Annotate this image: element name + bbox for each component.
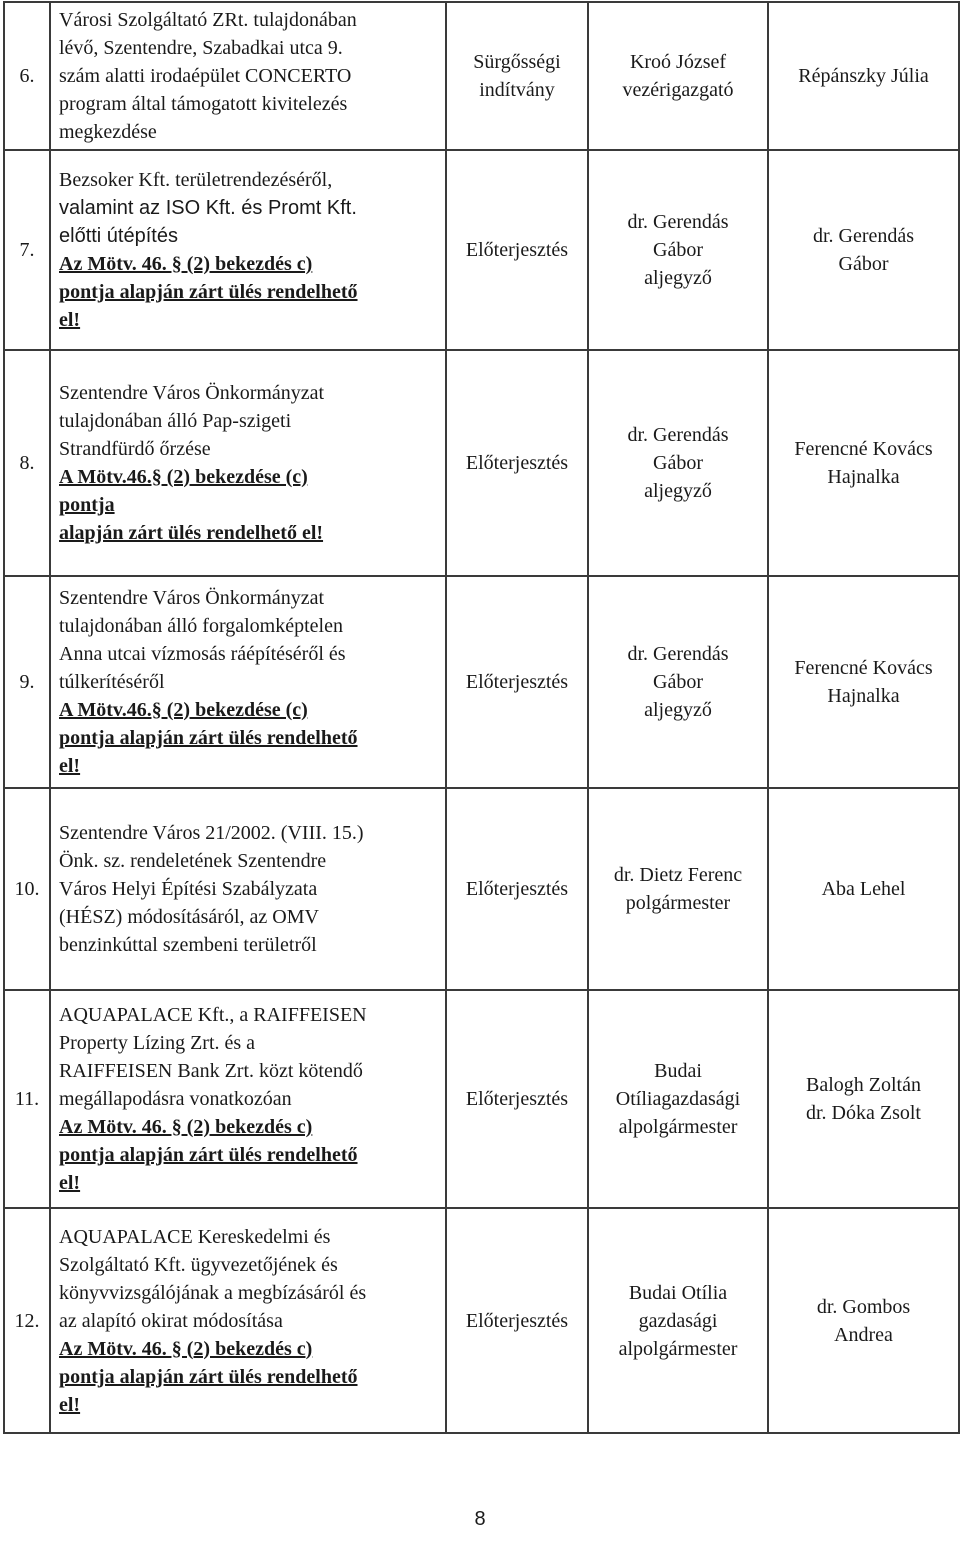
subject-line: program által támogatott kivitelezés (59, 93, 348, 115)
item-number: 7. (4, 150, 50, 350)
item-presenter (588, 150, 768, 350)
subject-line: lévő, Szentendre, Szabadkai utca 9. (59, 37, 343, 59)
agenda-row (4, 576, 959, 788)
item-number: 11. (4, 990, 50, 1208)
item-presenter (588, 576, 768, 788)
presenter-line: Gábor (653, 239, 703, 261)
presenter-line: Gábor (653, 671, 703, 693)
subject-line: Anna utcai vízmosás ráépítéséről és (59, 643, 346, 665)
item-responsible (768, 2, 959, 150)
closed-session-note: alapján zárt ülés rendelhető el! (59, 522, 324, 544)
subject-line: Property Lízing Zrt. és a (59, 1032, 256, 1054)
closed-session-note: pontja (59, 494, 115, 516)
agenda-row (4, 1208, 959, 1433)
item-number: 10. (4, 788, 50, 990)
responsible-line: dr. Gombos (816, 1295, 911, 1318)
responsible-line: Balogh Zoltán (806, 1074, 921, 1096)
closed-session-note: el! (59, 755, 81, 777)
subject-line: szám alatti irodaépület CONCERTO (59, 65, 352, 87)
item-type (446, 788, 588, 990)
presenter-line: dr. Gerendás (627, 424, 729, 446)
subject-line: az alapító okirat módosítása (59, 1309, 283, 1332)
type-line: Sürgősségi (473, 51, 561, 73)
item-presenter (588, 350, 768, 576)
type-line: Előterjesztés (465, 1309, 569, 1332)
agenda-row (4, 788, 959, 990)
responsible-line: Répánszky Júlia (798, 65, 929, 87)
item-presenter (588, 1208, 768, 1433)
type-line: Előterjesztés (465, 239, 569, 261)
presenter-line: Otíliagazdasági (615, 1088, 741, 1110)
item-type (446, 1208, 588, 1433)
closed-session-note: pontja alapján zárt ülés rendelhető (59, 727, 358, 749)
subject-line: előtti útépítés (59, 225, 178, 247)
item-responsible (768, 990, 959, 1208)
presenter-line: alpolgármester (618, 1116, 738, 1138)
closed-session-note: el! (59, 1393, 81, 1416)
subject-line: Önk. sz. rendeletének Szentendre (59, 850, 327, 872)
agenda-table (3, 1, 960, 1434)
type-line: indítvány (479, 79, 555, 101)
agenda-row (4, 150, 959, 350)
responsible-line: Ferencné Kovács (794, 438, 933, 460)
responsible-line: Hajnalka (827, 685, 900, 707)
closed-session-note: Az Mötv. 46. § (2) bekezdés c) (59, 253, 313, 275)
presenter-line: aljegyző (644, 480, 712, 502)
subject-line: Szentendre Város 21/2002. (VIII. 15.) (59, 822, 364, 844)
subject-line: RAIFFEISEN Bank Zrt. közt kötendő (59, 1060, 363, 1082)
item-type (446, 2, 588, 150)
subject-line: Szentendre Város Önkormányzat (59, 587, 325, 609)
page-number: 8 (474, 1508, 486, 1530)
item-subject (50, 150, 446, 350)
item-subject (50, 990, 446, 1208)
subject-line: Város Helyi Építési Szabályzata (59, 878, 318, 900)
subject-line: Szolgáltató Kft. ügyvezetőjének és (59, 1253, 338, 1276)
subject-line: Bezsoker Kft. területrendezéséről, (59, 169, 333, 191)
presenter-line: dr. Gerendás (627, 211, 729, 233)
subject-line: valamint az ISO Kft. és Promt Kft. (59, 197, 357, 219)
item-presenter (588, 2, 768, 150)
item-presenter (588, 788, 768, 990)
item-subject (50, 350, 446, 576)
presenter-line: Budai Otília (628, 1281, 728, 1304)
subject-line: megkezdése (59, 121, 157, 143)
item-subject (50, 1208, 446, 1433)
presenter-line: dr. Dietz Ferenc (613, 864, 743, 886)
item-responsible (768, 150, 959, 350)
item-number: 9. (4, 576, 50, 788)
agenda-row (4, 2, 959, 150)
responsible-line: Andrea (834, 1323, 893, 1346)
item-responsible (768, 576, 959, 788)
item-subject (50, 576, 446, 788)
closed-session-note: el! (59, 1172, 81, 1194)
presenter-line: dr. Gerendás (627, 643, 729, 665)
closed-session-note: Az Mötv. 46. § (2) bekezdés c) (59, 1337, 313, 1360)
responsible-line: Ferencné Kovács (794, 657, 933, 679)
closed-session-note: pontja alapján zárt ülés rendelhető (59, 1365, 358, 1388)
item-responsible (768, 788, 959, 990)
closed-session-note: el! (59, 309, 81, 331)
subject-line: tulajdonában álló forgalomképtelen (59, 615, 343, 637)
closed-session-note: A Mötv.46.§ (2) bekezdése (c) (59, 699, 308, 721)
subject-line: benzinkúttal szembeni területről (59, 934, 317, 956)
responsible-line: Gábor (838, 253, 889, 275)
type-line: Előterjesztés (465, 671, 569, 693)
subject-line: könyvvizsgálójának a megbízásáról és (59, 1281, 367, 1304)
item-type (446, 990, 588, 1208)
item-number: 8. (4, 350, 50, 576)
responsible-line: Hajnalka (827, 466, 900, 488)
subject-line: AQUAPALACE Kereskedelmi és (59, 1225, 331, 1248)
presenter-line: Gábor (653, 452, 703, 474)
closed-session-note: pontja alapján zárt ülés rendelhető (59, 281, 358, 303)
subject-line: Városi Szolgáltató ZRt. tulajdonában (59, 9, 357, 31)
subject-line: Strandfürdő őrzése (59, 438, 211, 460)
item-type (446, 150, 588, 350)
responsible-line: Aba Lehel (821, 878, 906, 900)
type-line: Előterjesztés (465, 452, 569, 474)
responsible-line: dr. Gerendás (812, 225, 915, 247)
closed-session-note: Az Mötv. 46. § (2) bekezdés c) (59, 1116, 313, 1138)
presenter-line: polgármester (625, 892, 731, 914)
presenter-line: alpolgármester (618, 1337, 738, 1360)
presenter-line: gazdasági (638, 1309, 718, 1332)
item-subject (50, 2, 446, 150)
presenter-line: vezérigazgató (622, 79, 734, 101)
closed-session-note: A Mötv.46.§ (2) bekezdése (c) (59, 466, 308, 488)
closed-session-note: pontja alapján zárt ülés rendelhető (59, 1144, 358, 1166)
item-type (446, 576, 588, 788)
subject-line: túlkerítéséről (59, 671, 165, 693)
subject-line: tulajdonában álló Pap-szigeti (59, 410, 292, 432)
agenda-row (4, 350, 959, 576)
presenter-line: aljegyző (644, 267, 712, 289)
item-presenter (588, 990, 768, 1208)
presenter-line: aljegyző (644, 699, 712, 721)
type-line: Előterjesztés (465, 878, 569, 900)
subject-line: AQUAPALACE Kft., a RAIFFEISEN (59, 1004, 367, 1026)
type-line: Előterjesztés (465, 1088, 569, 1110)
subject-line: Szentendre Város Önkormányzat (59, 382, 325, 404)
presenter-line: Kroó József (629, 51, 727, 73)
subject-line: (HÉSZ) módosításáról, az OMV (59, 906, 319, 928)
presenter-line: Budai (654, 1060, 702, 1082)
item-subject (50, 788, 446, 990)
subject-line: megállapodásra vonatkozóan (59, 1088, 292, 1110)
agenda-row (4, 990, 959, 1208)
item-number: 6. (4, 2, 50, 150)
item-number: 12. (4, 1208, 50, 1433)
item-type (446, 350, 588, 576)
item-responsible (768, 1208, 959, 1433)
agenda-body (4, 2, 959, 1433)
responsible-line: dr. Dóka Zsolt (806, 1102, 921, 1124)
item-responsible (768, 350, 959, 576)
